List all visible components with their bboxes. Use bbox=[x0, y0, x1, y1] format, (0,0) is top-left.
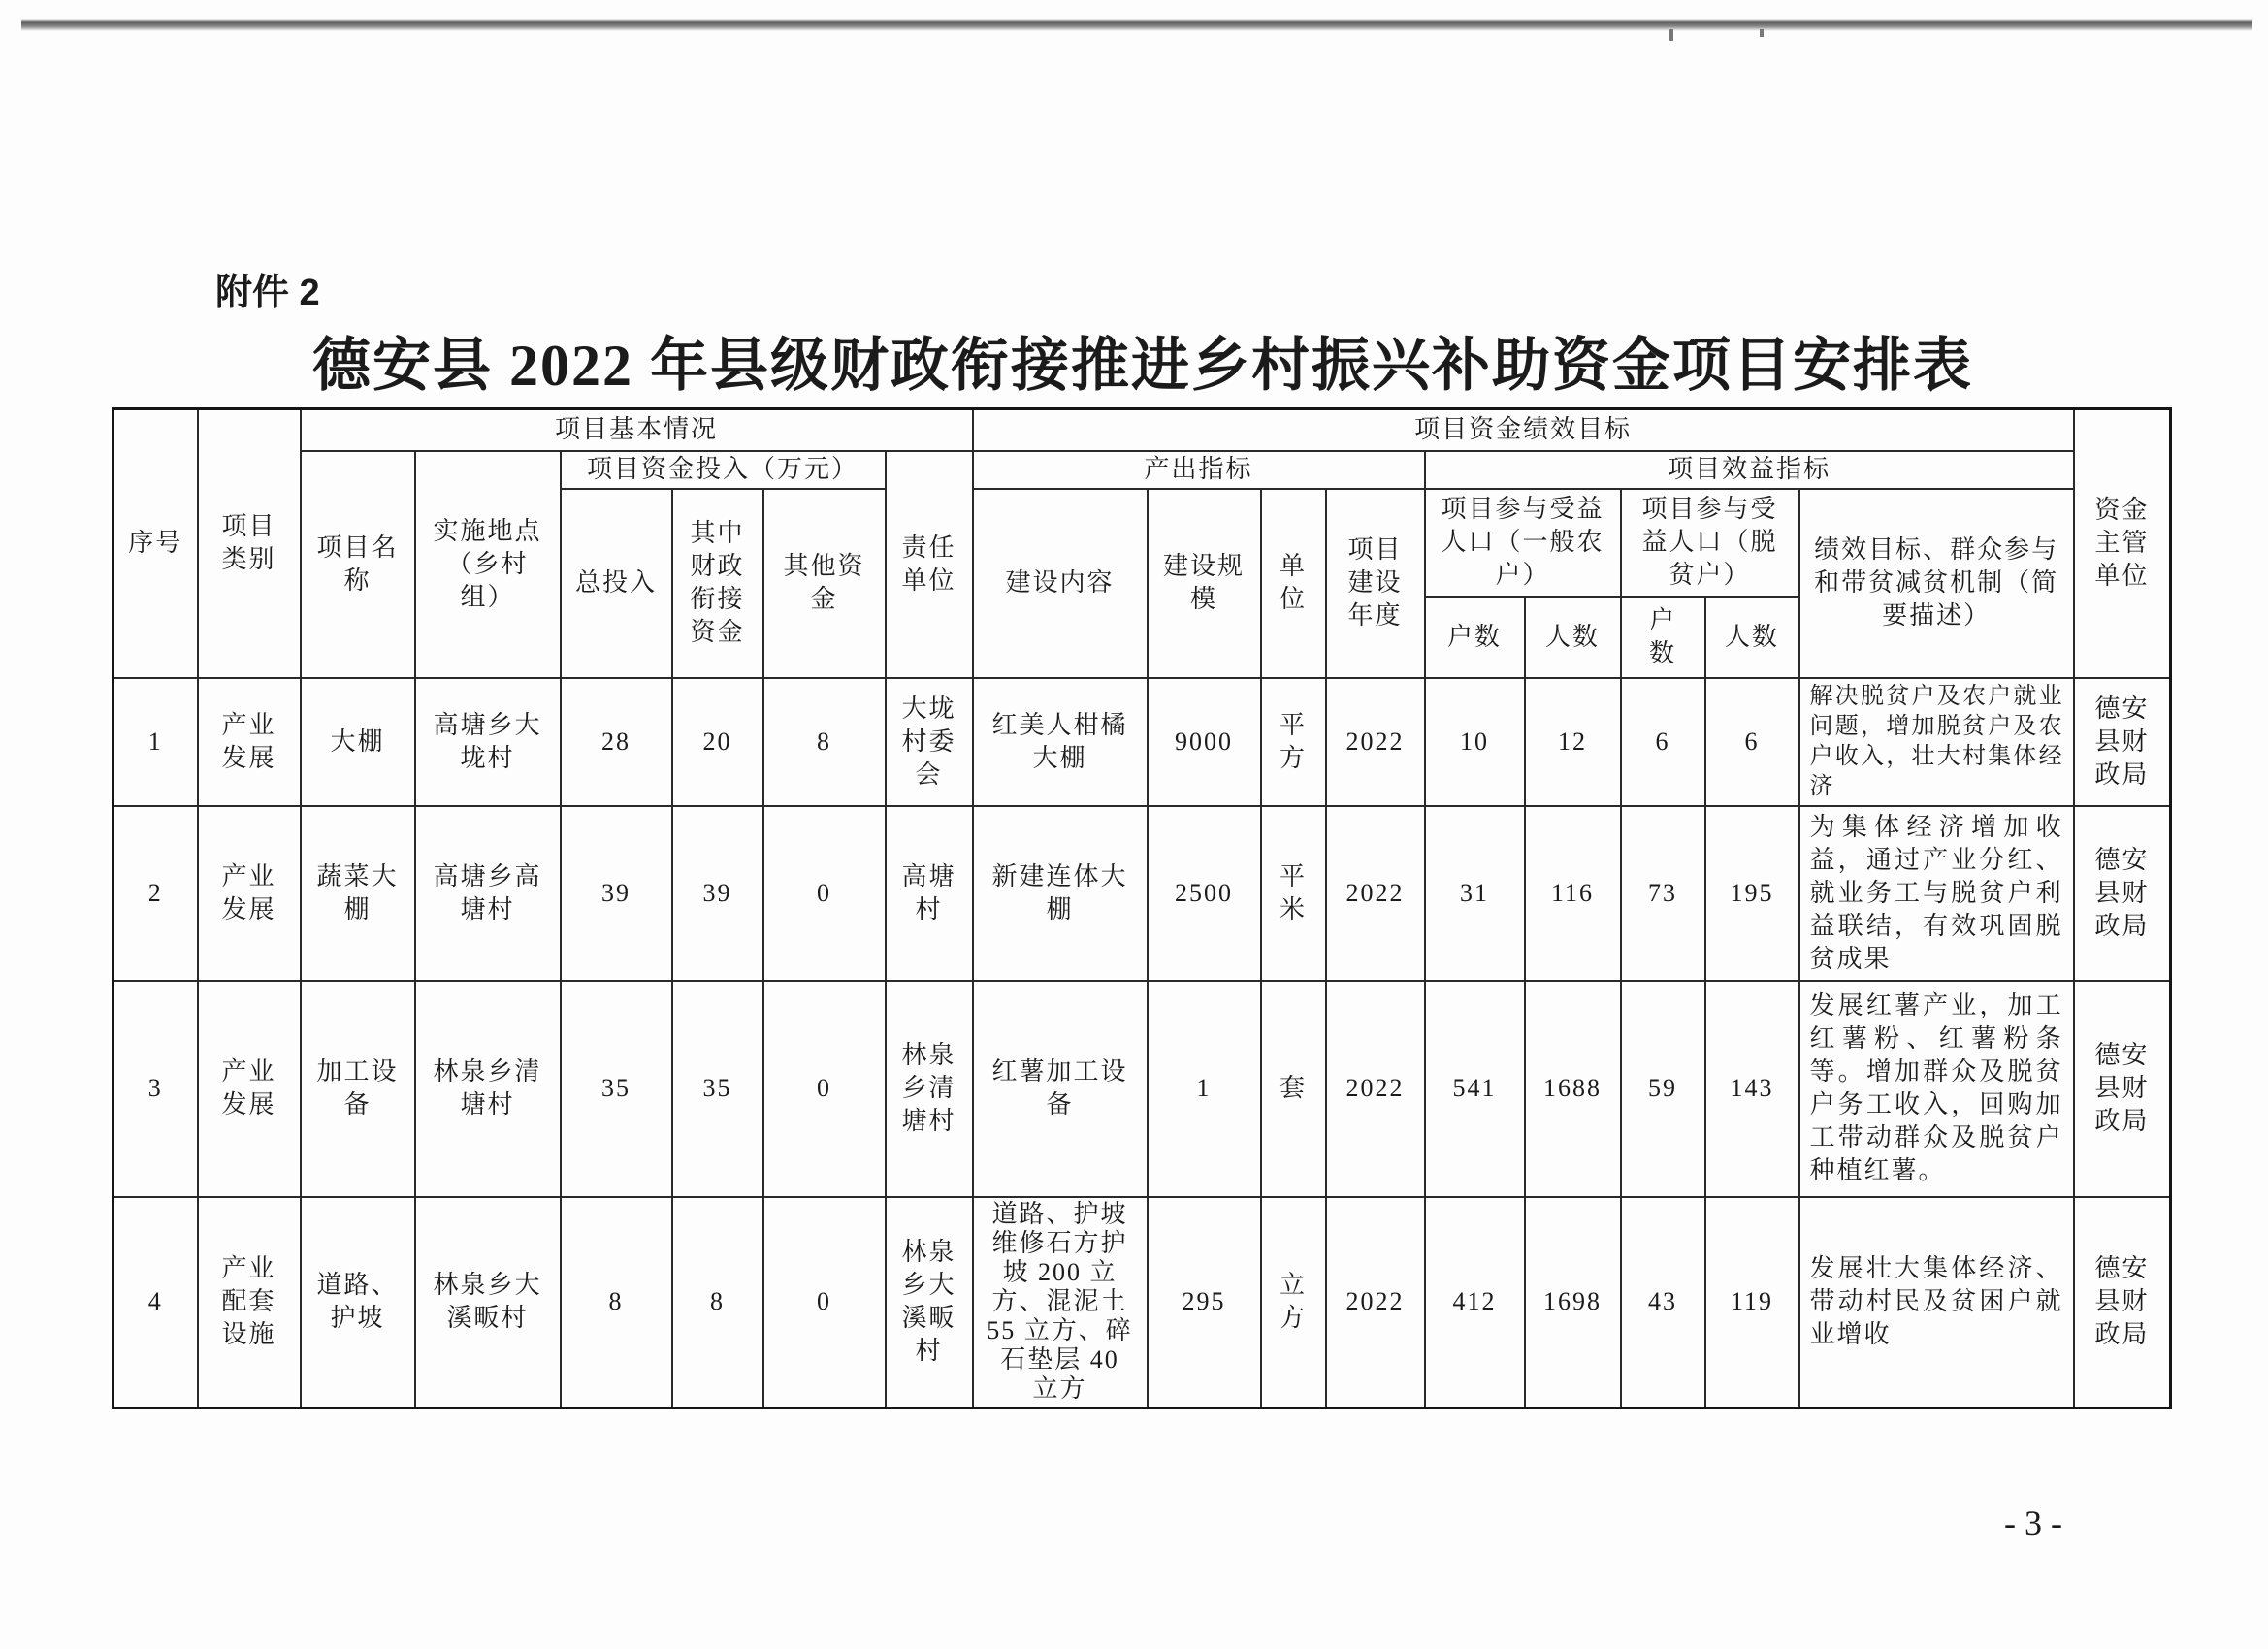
cell-poverty-households: 59 bbox=[1621, 981, 1705, 1197]
header-year: 项目建设年度 bbox=[1326, 489, 1425, 678]
cell-general-persons: 1698 bbox=[1525, 1197, 1621, 1408]
cell-category: 产业配套设施 bbox=[198, 1197, 301, 1408]
cell-supervising-unit: 德安县财政局 bbox=[2074, 806, 2171, 981]
cell-unit: 套 bbox=[1261, 981, 1326, 1197]
cell-name: 大棚 bbox=[301, 678, 415, 806]
table-row bbox=[113, 806, 2171, 981]
cell-scale: 295 bbox=[1148, 1197, 1261, 1408]
header-beneficiaries-general: 项目参与受益人口（一般农户） bbox=[1425, 489, 1621, 597]
cell-location: 高塘乡高塘村 bbox=[415, 806, 561, 981]
cell-goals: 发展壮大集体经济、带动村民及贫困户就业增收 bbox=[1799, 1197, 2074, 1408]
header-supervising-unit: 资金主管单位 bbox=[2074, 409, 2171, 678]
attachment-label: 附件 2 bbox=[215, 273, 320, 313]
cell-scale: 1 bbox=[1148, 981, 1261, 1197]
page-number: - 3 - bbox=[2004, 1504, 2062, 1542]
cell-supervising-unit: 德安县财政局 bbox=[2074, 1197, 2171, 1408]
cell-seq: 2 bbox=[113, 806, 198, 981]
project-table bbox=[112, 407, 2172, 1409]
header-beneficiaries-poverty: 项目参与受益人口（脱贫户） bbox=[1621, 489, 1799, 597]
scan-mark bbox=[1669, 29, 1673, 41]
cell-general-persons: 116 bbox=[1525, 806, 1621, 981]
cell-goals: 发展红薯产业，加工红薯粉、红薯粉条等。增加群众及脱贫户务工收入，回购加工带动群众及脱贫户种植红薯。 bbox=[1799, 981, 2074, 1197]
header-total-investment: 总投入 bbox=[561, 489, 672, 678]
cell-content: 新建连体大棚 bbox=[973, 806, 1148, 981]
header-location: 实施地点（乡村组） bbox=[415, 451, 561, 678]
cell-scale: 2500 bbox=[1148, 806, 1261, 981]
cell-fiscal-funds: 8 bbox=[672, 1197, 763, 1408]
cell-category: 产业发展 bbox=[198, 981, 301, 1197]
cell-name: 蔬菜大棚 bbox=[301, 806, 415, 981]
header-seq: 序号 bbox=[113, 409, 198, 678]
header-output-indicators: 产出指标 bbox=[973, 451, 1425, 489]
cell-other-funds: 8 bbox=[763, 678, 886, 806]
header-benefit-indicators: 项目效益指标 bbox=[1425, 451, 2074, 489]
cell-responsible-unit: 大垅村委会 bbox=[886, 678, 973, 806]
cell-name: 道路、护坡 bbox=[301, 1197, 415, 1408]
header-row bbox=[113, 409, 2171, 451]
cell-unit: 立方 bbox=[1261, 1197, 1326, 1408]
cell-supervising-unit: 德安县财政局 bbox=[2074, 678, 2171, 806]
cell-general-households: 412 bbox=[1425, 1197, 1525, 1408]
cell-other-funds: 0 bbox=[763, 1197, 886, 1408]
cell-location: 高塘乡大垅村 bbox=[415, 678, 561, 806]
header-general-persons: 人数 bbox=[1525, 597, 1621, 678]
cell-content: 红美人柑橘大棚 bbox=[973, 678, 1148, 806]
cell-fiscal-funds: 39 bbox=[672, 806, 763, 981]
cell-category: 产业发展 bbox=[198, 678, 301, 806]
cell-poverty-households: 73 bbox=[1621, 806, 1705, 981]
table-row bbox=[113, 678, 2171, 806]
cell-seq: 3 bbox=[113, 981, 198, 1197]
cell-other-funds: 0 bbox=[763, 806, 886, 981]
cell-general-households: 10 bbox=[1425, 678, 1525, 806]
cell-location: 林泉乡大溪畈村 bbox=[415, 1197, 561, 1408]
cell-responsible-unit: 林泉乡清塘村 bbox=[886, 981, 973, 1197]
cell-unit: 平米 bbox=[1261, 806, 1326, 981]
cell-poverty-persons: 6 bbox=[1705, 678, 1799, 806]
cell-total-investment: 35 bbox=[561, 981, 672, 1197]
header-goals-mechanism: 绩效目标、群众参与和带贫减贫机制（简要描述） bbox=[1799, 489, 2074, 678]
cell-other-funds: 0 bbox=[763, 981, 886, 1197]
cell-general-persons: 12 bbox=[1525, 678, 1621, 806]
document-title: 德安县 2022 年县级财政衔接推进乡村振兴补助资金项目安排表 bbox=[312, 334, 1973, 398]
cell-responsible-unit: 林泉乡大溪畈村 bbox=[886, 1197, 973, 1408]
cell-total-investment: 39 bbox=[561, 806, 672, 981]
table-row bbox=[113, 1197, 2171, 1408]
header-row bbox=[113, 451, 2171, 489]
cell-general-households: 541 bbox=[1425, 981, 1525, 1197]
header-category: 项目类别 bbox=[198, 409, 301, 678]
cell-year: 2022 bbox=[1326, 678, 1425, 806]
cell-unit: 平方 bbox=[1261, 678, 1326, 806]
header-general-households: 户数 bbox=[1425, 597, 1525, 678]
header-content: 建设内容 bbox=[973, 489, 1148, 678]
cell-year: 2022 bbox=[1326, 1197, 1425, 1408]
header-poverty-persons: 人数 bbox=[1705, 597, 1799, 678]
cell-general-persons: 1688 bbox=[1525, 981, 1621, 1197]
cell-fiscal-funds: 20 bbox=[672, 678, 763, 806]
cell-goals: 解决脱贫户及农户就业问题，增加脱贫户及农户收入，壮大村集体经济 bbox=[1799, 678, 2074, 806]
cell-poverty-persons: 119 bbox=[1705, 1197, 1799, 1408]
header-performance-goals: 项目资金绩效目标 bbox=[973, 409, 2074, 451]
cell-poverty-households: 6 bbox=[1621, 678, 1705, 806]
cell-poverty-persons: 195 bbox=[1705, 806, 1799, 981]
cell-general-households: 31 bbox=[1425, 806, 1525, 981]
cell-content: 红薯加工设备 bbox=[973, 981, 1148, 1197]
cell-goals: 为集体经济增加收益，通过产业分红、就业务工与脱贫户利益联结，有效巩固脱贫成果 bbox=[1799, 806, 2074, 981]
header-name: 项目名称 bbox=[301, 451, 415, 678]
header-scale: 建设规模 bbox=[1148, 489, 1261, 678]
cell-supervising-unit: 德安县财政局 bbox=[2074, 981, 2171, 1197]
header-investment: 项目资金投入（万元） bbox=[561, 451, 886, 489]
cell-year: 2022 bbox=[1326, 981, 1425, 1197]
scan-mark bbox=[1760, 29, 1764, 37]
cell-location: 林泉乡清塘村 bbox=[415, 981, 561, 1197]
cell-poverty-households: 43 bbox=[1621, 1197, 1705, 1408]
cell-seq: 4 bbox=[113, 1197, 198, 1408]
header-poverty-households: 户数 bbox=[1621, 597, 1705, 678]
cell-responsible-unit: 高塘村 bbox=[886, 806, 973, 981]
cell-poverty-persons: 143 bbox=[1705, 981, 1799, 1197]
header-fiscal-funds: 其中财政衔接资金 bbox=[672, 489, 763, 678]
cell-total-investment: 28 bbox=[561, 678, 672, 806]
table-row bbox=[113, 981, 2171, 1197]
cell-name: 加工设备 bbox=[301, 981, 415, 1197]
cell-total-investment: 8 bbox=[561, 1197, 672, 1408]
cell-scale: 9000 bbox=[1148, 678, 1261, 806]
header-other-funds: 其他资金 bbox=[763, 489, 886, 678]
cell-category: 产业发展 bbox=[198, 806, 301, 981]
header-unit: 单位 bbox=[1261, 489, 1326, 678]
cell-seq: 1 bbox=[113, 678, 198, 806]
header-basic-info: 项目基本情况 bbox=[301, 409, 973, 451]
scan-edge bbox=[21, 19, 2252, 31]
cell-content: 道路、护坡维修石方护坡 200 立方、混泥土 55 立方、碎石垫层 40 立方 bbox=[973, 1197, 1148, 1408]
header-responsible-unit: 责任单位 bbox=[886, 451, 973, 678]
cell-fiscal-funds: 35 bbox=[672, 981, 763, 1197]
cell-year: 2022 bbox=[1326, 806, 1425, 981]
